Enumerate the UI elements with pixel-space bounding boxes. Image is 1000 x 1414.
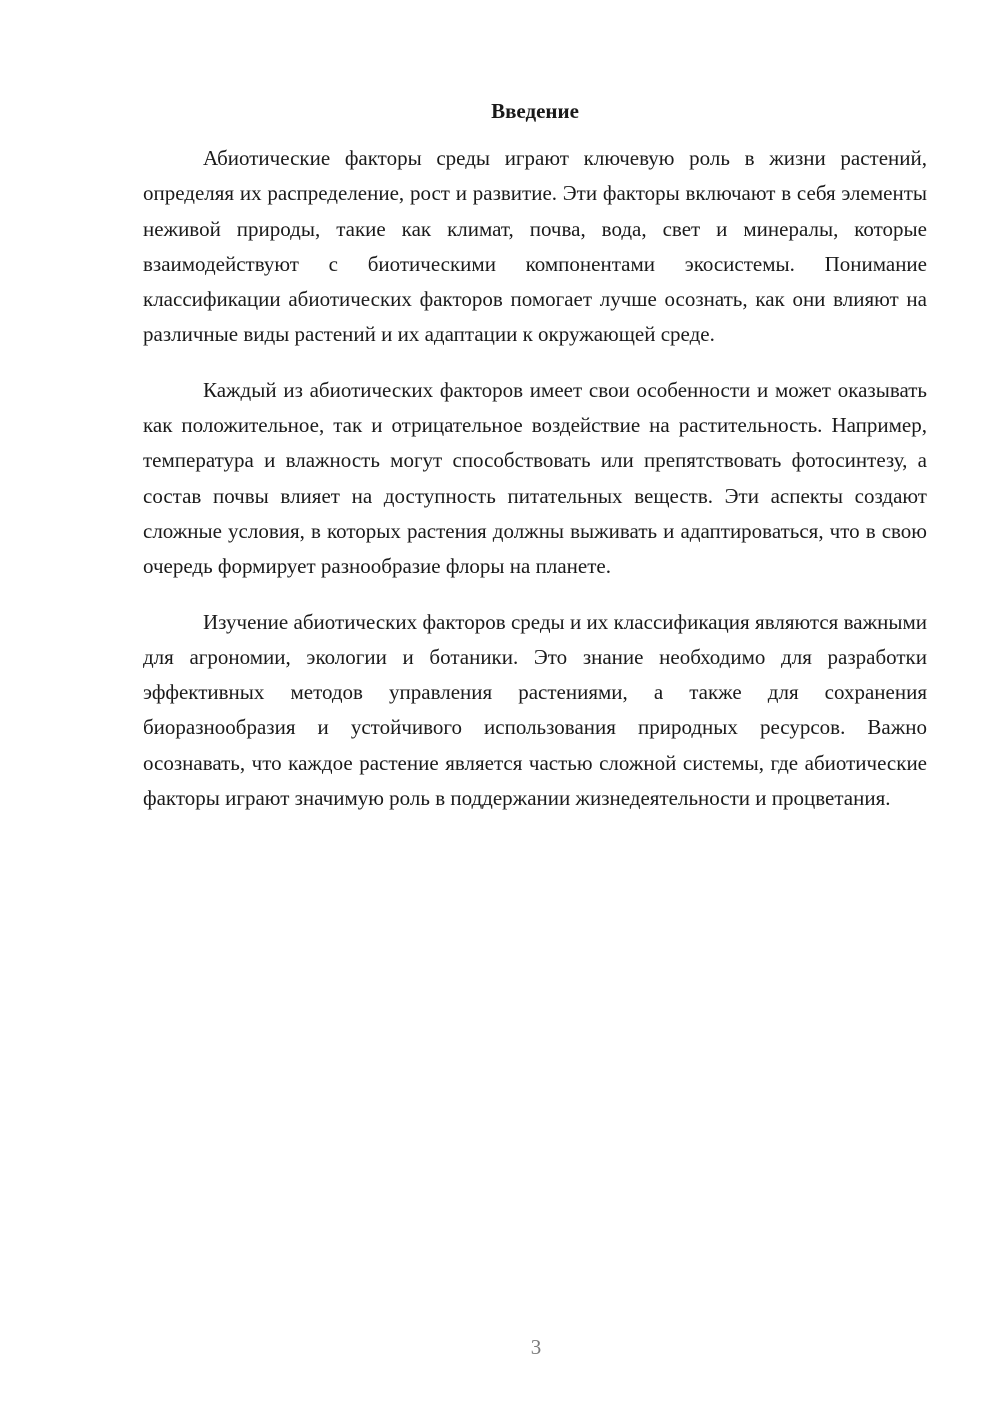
section-title: Введение	[491, 99, 579, 123]
paragraph-2: Каждый из абиотических факторов имеет свои особенности и может оказывать как положительное, так и отрицательное воздействие на растительность. Например, температура и влажность могут способствовать или препятствовать фотосинтезу, а состав почвы влияет на доступность питательных веществ. Эти аспекты создают сложные условия, в которых растения должны выживать и адаптироваться, что в свою очередь формирует разнообразие флоры на планете.	[143, 377, 927, 579]
page-content	[143, 94, 927, 836]
paragraph-1: Абиотические факторы среды играют ключевую роль в жизни растений, определяя их распределение, рост и развитие. Эти факторы включают в себя элементы неживой природы, такие как климат, почва, вода, свет и минералы, которые взаимодействуют с биотическими компонентами экосистемы. Понимание классификации абиотических факторов помогает лучше осознать, как они влияют на различные виды растений и их адаптации к окружающей среде.	[143, 146, 927, 347]
paragraph-3: Изучение абиотических факторов среды и их классификация являются важными для агрономии, экологии и ботаники. Это знание необходимо для разработки эффективных методов управления растениями, а также для сохранения биоразнообразия и устойчивого использования природных ресурсов. Важно осознавать, что каждое растение является частью сложной системы, где абиотические факторы играют значимую роль в поддержании жизнедеятельности и процветания.	[143, 609, 927, 811]
page-number: 3	[530, 1335, 542, 1359]
